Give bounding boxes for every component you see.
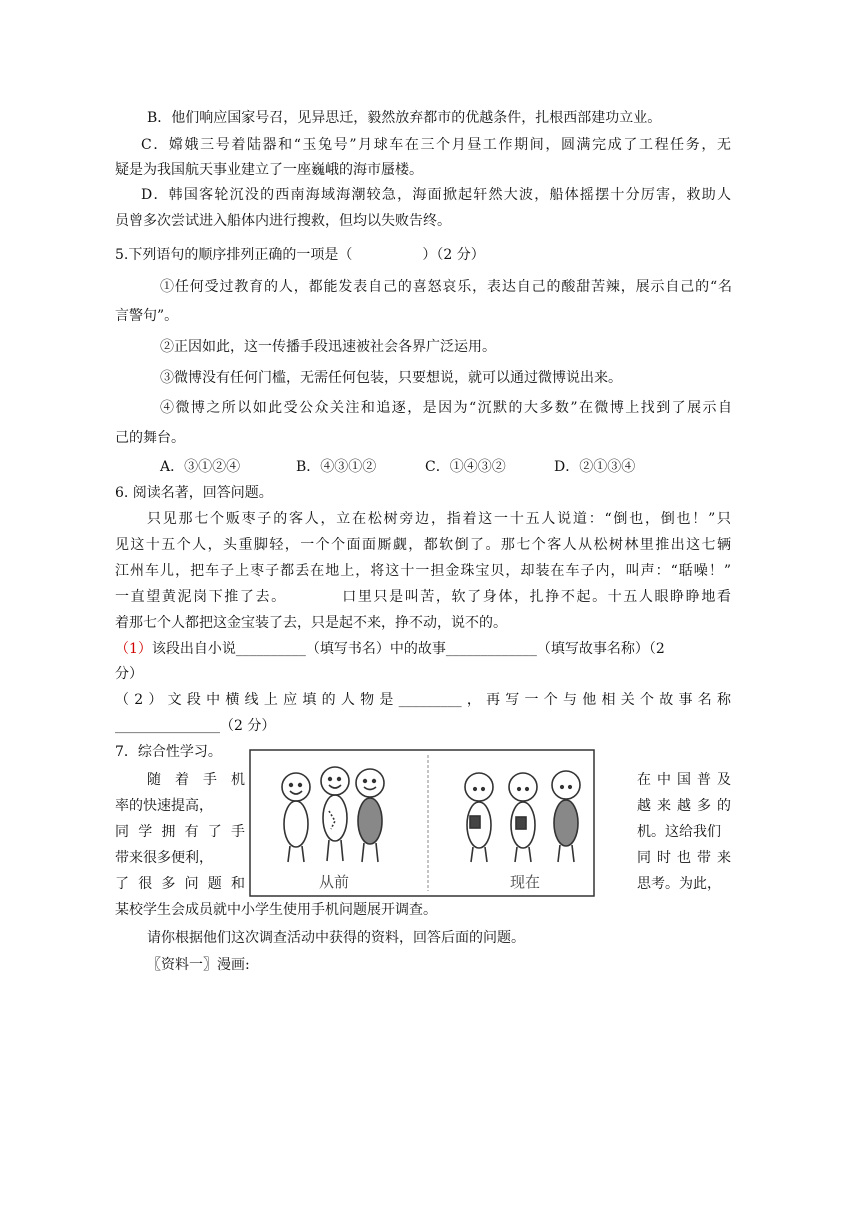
q4-option-b: B．他们响应国家号召，见异思迁，毅然放弃都市的优越条件，扎根西部建功立业。 <box>147 110 662 126</box>
phone-icon <box>516 817 526 829</box>
q7-wrap-right-2: 越来越多的 <box>637 798 731 814</box>
q5-option-d: D．②①③④ <box>554 459 636 475</box>
q6-passage-line1: 只见那七个贩枣子的客人，立在松树旁边，指着这一十五人说道：“倒也，倒也！”只 <box>147 511 731 527</box>
q7-wrap-left-1: 随着手机 <box>147 772 245 788</box>
cartoon-frame <box>250 750 594 896</box>
q5-sentence-3: ③微博没有任何门槛，无需任何包装，只要想说，就可以通过微博说出来。 <box>160 370 622 386</box>
q7-material-1-label: 〖资料一〗漫画: <box>147 957 250 973</box>
phone-icon <box>470 816 480 828</box>
q6-passage-line2: 见这十五个人，头重脚轻，一个个面面厮觑，都软倒了。那七个客人从松树林里推出这七辆 <box>115 537 731 553</box>
q7-wrap-right-1: 在中国普及 <box>637 772 731 788</box>
q6-passage-line4: 一直望黄泥岗下推了去。 口里只是叫苦，软了身体，扎挣不起。十五人眼睁睁地看 <box>115 589 731 605</box>
q7-wrap-left-5: 了很多问题和 <box>115 876 245 892</box>
q5-option-b: B．④③①② <box>296 459 377 475</box>
q6-passage-line3: 江州车儿，把车子上枣子都丢在地上，将这十一担金珠宝贝，却装在车子内，叫声：“聒噪！” <box>115 563 731 579</box>
q4-option-c-line2: 疑是为我国航天事业建立了一座巍峨的海市蜃楼。 <box>115 162 423 178</box>
q6-sub1 <box>115 639 665 659</box>
q7-line-7: 请你根据他们这次调查活动中获得的资料，回答后面的问题。 <box>147 930 525 946</box>
q5-sentence-2: ②正因如此，这一传播手段迅速被社会各界广泛运用。 <box>160 339 496 355</box>
q4-option-d-line2: 员曾多次尝试进入船体内进行搜救，但均以失败告终。 <box>115 213 451 229</box>
q7-wrap-right-4: 同时也带来 <box>637 850 731 866</box>
q6-sub1-number: （1） <box>115 641 152 657</box>
q6-passage-line5: 着那七个人都把这金宝装了去，只是起不来，挣不动，说不的。 <box>115 615 507 631</box>
q6-stem: 6. 阅读名著，回答问题。 <box>115 485 273 501</box>
q5-sentence-1-line1: ①任何受过教育的人，都能发表自己的喜怒哀乐，表达自己的酸甜苦辣，展示自己的“名 <box>160 279 732 295</box>
cartoon-label-now: 现在 <box>509 873 541 891</box>
q5-sentence-4-line2: 己的舞台。 <box>115 430 185 446</box>
cartoon-image <box>249 749 595 897</box>
q6-sub2: （2）文段中横线上应填的人物是_________，再写一个与他相关个故事名称 <box>115 692 731 708</box>
q7-wrap-right-3: 机。这给我们 <box>637 824 721 840</box>
q5-stem: 5.下列语句的顺序排列正确的一项是（ ）（2 分） <box>115 247 485 263</box>
q7-wrap-right-5: 思考。为此， <box>637 876 721 892</box>
q7-title: 7．综合性学习。 <box>115 744 222 760</box>
q5-sentence-4-line1: ④微博之所以如此受公众关注和追逐，是因为“沉默的大多数”在微博上找到了展示自 <box>160 400 732 416</box>
q5-sentence-1-line2: 言警句”。 <box>115 308 179 324</box>
q6-sub1-text: 该段出自小说__________（填写书名）中的故事_____________（填写故事名称）（2 <box>151 641 665 657</box>
q6-sub1-continued: 分） <box>115 666 143 682</box>
q7-wrap-left-4: 带来很多便利， <box>115 850 213 866</box>
q5-option-c: C．①④③② <box>425 459 506 475</box>
cartoon-label-past: 从前 <box>318 873 350 891</box>
q7-wrap-left-3: 同学拥有了手 <box>115 824 245 840</box>
q4-option-c-line1: C．嫦娥三号着陆器和“玉兔号”月球车在三个月昼工作期间，圆满完成了工程任务，无 <box>141 137 731 153</box>
q5-option-a: A．③①②④ <box>160 459 241 475</box>
q6-sub2-continued: _______________（2 分） <box>115 718 276 734</box>
q7-wrap-left-2: 率的快速提高， <box>115 798 213 814</box>
q4-option-d-line1: D．韩国客轮沉没的西南海域海潮较急，海面掀起轩然大波，船体摇摆十分厉害，救助人 <box>141 187 731 203</box>
q7-line-6: 某校学生会成员就中小学生使用手机问题展开调查。 <box>115 902 437 918</box>
